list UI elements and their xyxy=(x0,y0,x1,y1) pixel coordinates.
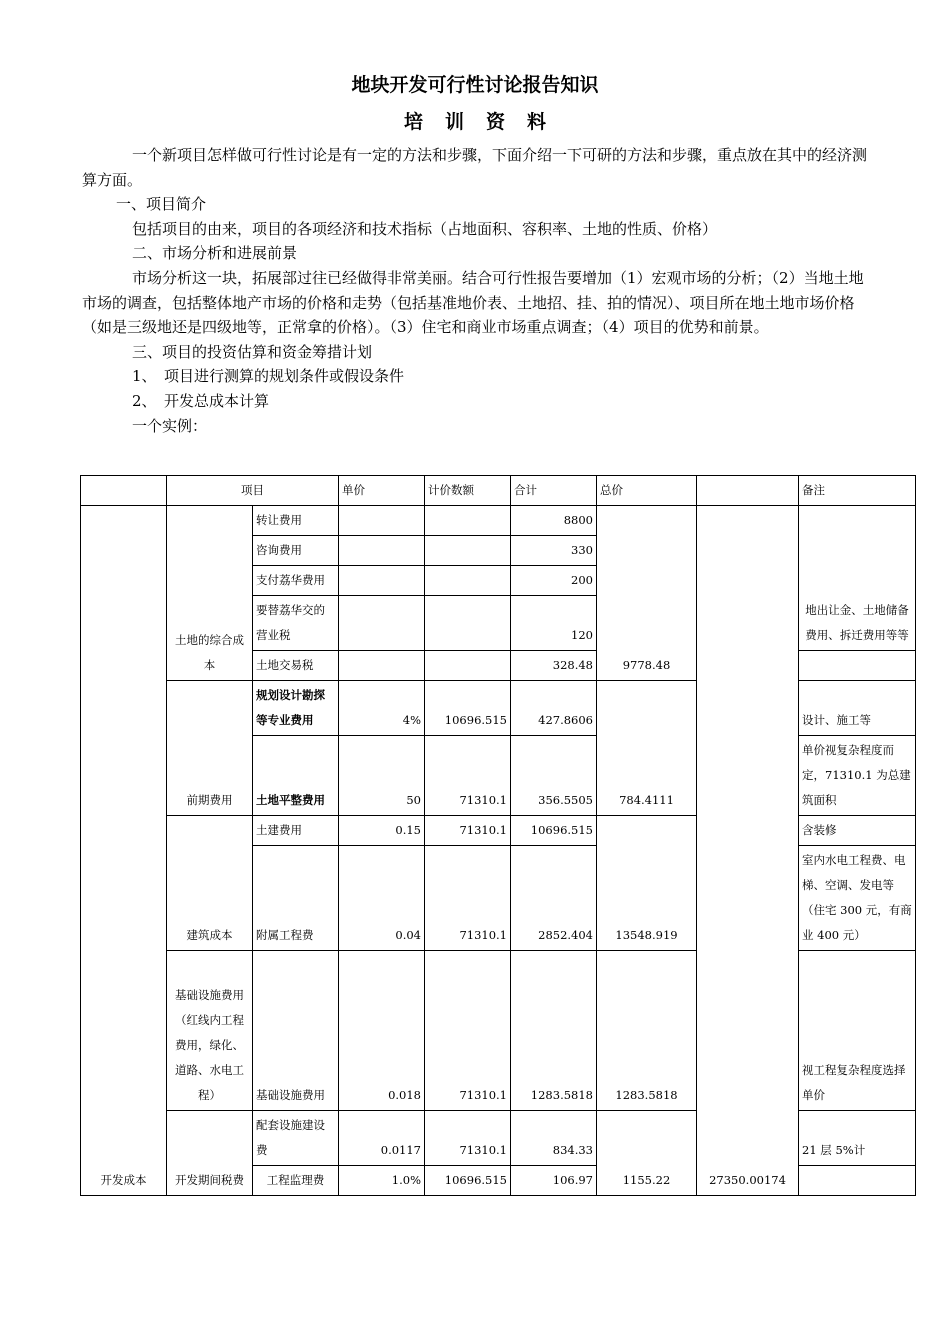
infra-total: 1283.5818 xyxy=(597,951,697,1111)
header-blank xyxy=(81,476,167,506)
cell-unit: 0.0117 xyxy=(339,1111,425,1166)
cell-unit: 0.018 xyxy=(339,951,425,1111)
cell-sum: 330 xyxy=(511,536,597,566)
build-cost-label: 建筑成本 xyxy=(167,816,253,951)
heading-market: 二、市场分析和进展前景 xyxy=(132,244,298,263)
cell-item: 土地平整费用 xyxy=(253,736,339,816)
step-2 xyxy=(82,389,872,414)
land-note: 地出让金、土地储备费用、拆迁费用等等 xyxy=(799,506,916,651)
cell-unit: 4% xyxy=(339,681,425,736)
cell-sum: 328.48 xyxy=(511,651,597,681)
page-title: 地块开发可行性讨论报告知识 xyxy=(351,74,599,96)
header-sum: 合计 xyxy=(511,476,597,506)
header-blank-2 xyxy=(697,476,799,506)
cell-base: 71310.1 xyxy=(425,736,511,816)
step-1: 1、 项目进行测算的规划条件或假设条件 xyxy=(132,367,405,386)
cell-sum: 1283.5818 xyxy=(511,951,597,1111)
cell-unit: 0.15 xyxy=(339,816,425,846)
cell-sum: 106.97 xyxy=(511,1166,597,1196)
cell-note: 室内水电工程费、电梯、空调、发电等（住宅 300 元，有商业 400 元） xyxy=(799,846,916,951)
cell-unit: 1.0% xyxy=(339,1166,425,1196)
cell-base: 10696.515 xyxy=(425,681,511,736)
table-header-row xyxy=(81,476,916,506)
step-3: 一个实例： xyxy=(132,416,208,435)
cell-unit: 50 xyxy=(339,736,425,816)
cell-item: 要替荔华交的营业税 xyxy=(253,596,339,651)
dev-cost-label: 开发成本 xyxy=(81,506,167,1196)
header-item: 项目 xyxy=(167,476,339,506)
cell-item: 规划设计勘探等专业费用 xyxy=(253,681,339,736)
page-subtitle: 培训资料 xyxy=(403,111,568,133)
cell-base: 71310.1 xyxy=(425,816,511,846)
step-2-text: 2、 开发总成本计算 xyxy=(132,391,270,410)
cell-item: 支付荔华费用 xyxy=(253,566,339,596)
header-note: 备注 xyxy=(799,476,916,506)
heading-project-intro: 一、项目简介 xyxy=(116,195,207,214)
infra-cost-label: 基础设施费用（红线内工程费用，绿化、道路、水电工程） xyxy=(167,951,253,1111)
cell-sum: 427.8606 xyxy=(511,681,597,736)
cell-item: 基础设施费用 xyxy=(253,951,339,1111)
cell-sum: 2852.404 xyxy=(511,846,597,951)
heading-investment: 三、项目的投资估算和资金筹措计划 xyxy=(132,342,373,361)
pre-cost-label: 前期费用 xyxy=(167,681,253,816)
cell-sum: 10696.515 xyxy=(511,816,597,846)
cell-base: 10696.515 xyxy=(425,1166,511,1196)
cell-note: 21 层 5%计 xyxy=(799,1111,916,1166)
header-unit-price: 单价 xyxy=(339,476,425,506)
paragraph-intro: 一个新项目怎样做可行性讨论是有一定的方法和步骤，下面介绍一下可研的方法和步骤，重点放在其中的经济测算方面。 xyxy=(82,146,868,189)
build-total: 13548.919 xyxy=(597,816,697,951)
cell-sum: 200 xyxy=(511,566,597,596)
cell-item: 工程监理费 xyxy=(253,1166,339,1196)
cell-base: 71310.1 xyxy=(425,846,511,951)
cell-note: 视工程复杂程度选择单价 xyxy=(799,951,916,1111)
land-total: 9778.48 xyxy=(597,506,697,681)
paragraph-project-intro: 包括项目的由来，项目的各项经济和技术指标（占地面积、容积率、土地的性质、价格） xyxy=(132,219,718,238)
cell-sum: 8800 xyxy=(511,506,597,536)
cell-note: 含装修 xyxy=(799,816,916,846)
cell-item: 咨询费用 xyxy=(253,536,339,566)
cost-table xyxy=(80,475,916,1196)
cell-unit: 0.04 xyxy=(339,846,425,951)
intro-text xyxy=(82,143,872,438)
cell-item: 转让费用 xyxy=(253,506,339,536)
pre-total: 784.4111 xyxy=(597,681,697,816)
cell-base: 71310.1 xyxy=(425,951,511,1111)
cell-item: 配套设施建设费 xyxy=(253,1111,339,1166)
tax-cost-label: 开发期间税费 xyxy=(167,1111,253,1196)
cell-sum: 120 xyxy=(511,596,597,651)
header-total: 总价 xyxy=(597,476,697,506)
table-row xyxy=(81,506,916,536)
cell-base: 71310.1 xyxy=(425,1111,511,1166)
tax-total: 1155.22 xyxy=(597,1111,697,1196)
land-cost-label: 土地的综合成本 xyxy=(167,506,253,681)
paragraph-market: 市场分析这一块，拓展部过往已经做得非常美丽。结合可行性报告要增加（1）宏观市场的分析；（2）当地土地市场的调查，包括整体地产市场的价格和走势（包括基准地价表、土地招、挂、拍的情况）、项目所在地土地市场价格（如是三级地还是四级地等，正常拿的价格）。（3）住宅和商业市场重点调查；（4）项目的优势和前景。 xyxy=(82,268,864,337)
cell-note: 设计、施工等 xyxy=(799,681,916,736)
grand-total: 27350.00174 xyxy=(697,506,799,1196)
cell-note: 单价视复杂程度而定，71310.1 为总建筑面积 xyxy=(799,736,916,816)
header-base: 计价数额 xyxy=(425,476,511,506)
cell-sum: 356.5505 xyxy=(511,736,597,816)
cell-item: 土建费用 xyxy=(253,816,339,846)
cell-item: 附属工程费 xyxy=(253,846,339,951)
cell-item: 土地交易税 xyxy=(253,651,339,681)
cell-sum: 834.33 xyxy=(511,1111,597,1166)
